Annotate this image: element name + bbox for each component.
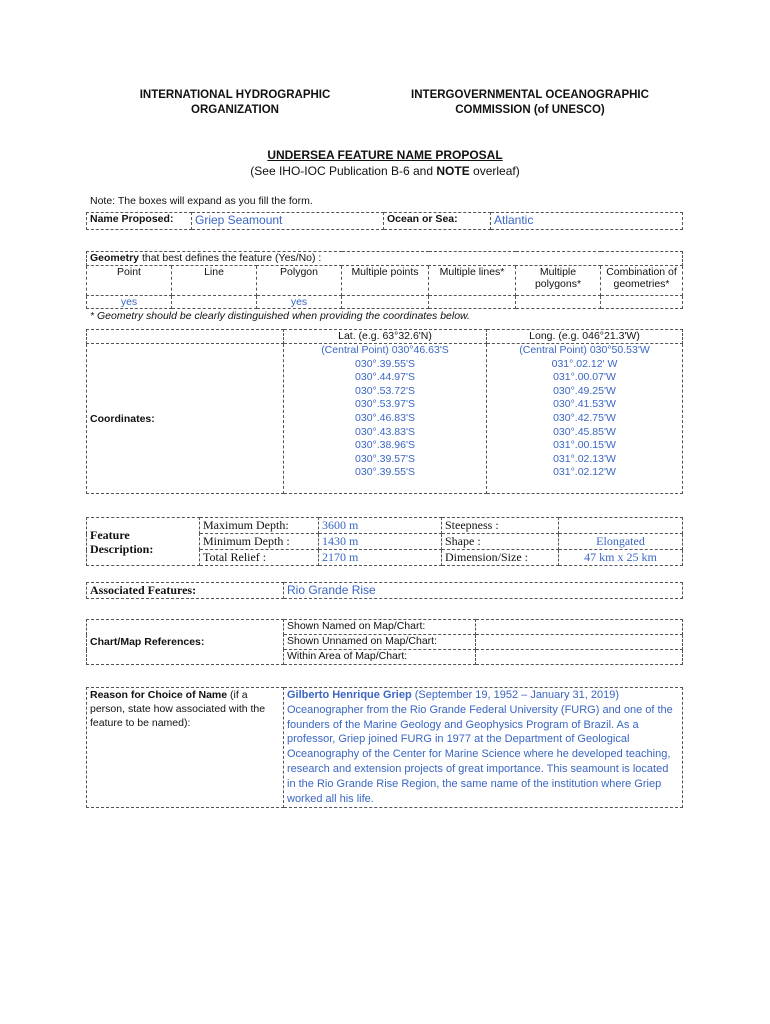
coordinates-label: Coordinates: bbox=[87, 344, 284, 494]
lat-value: 030°.39.55'S bbox=[355, 466, 415, 479]
lat-value: 030°.38.96'S bbox=[355, 439, 415, 452]
shape-label: Shape : bbox=[442, 534, 559, 550]
chart-ref-within-value[interactable] bbox=[476, 650, 683, 665]
geometry-col-multi-lines: Multiple lines* bbox=[429, 266, 516, 296]
relief-value[interactable]: 2170 m bbox=[319, 550, 442, 566]
long-value: 030°.45.85'W bbox=[553, 425, 616, 438]
associated-label: Associated Features: bbox=[87, 583, 284, 599]
chart-ref-within: Within Area of Map/Chart: bbox=[284, 650, 476, 665]
name-label: Name Proposed: bbox=[87, 213, 192, 230]
form-note: Note: The boxes will expand as you fill the form. bbox=[90, 195, 313, 207]
lat-value: 030°.44.97'S bbox=[355, 371, 415, 384]
geometry-col-line: Line bbox=[172, 266, 257, 296]
long-header: Long. (e.g. 046°21.3'W) bbox=[487, 330, 683, 344]
associated-value[interactable]: Rio Grande Rise bbox=[284, 583, 683, 599]
iho-header: INTERNATIONAL HYDROGRAPHIC ORGANIZATION bbox=[139, 89, 331, 116]
chart-ref-unnamed-value[interactable] bbox=[476, 635, 683, 650]
geometry-label: Geometry that best defines the feature (Yes/No) : bbox=[87, 252, 683, 266]
associated-table bbox=[86, 582, 683, 599]
min-depth-label: Minimum Depth : bbox=[200, 534, 319, 550]
lat-value: 030°.53.72'S bbox=[355, 384, 415, 397]
long-value: 030°.41.53'W bbox=[553, 398, 616, 411]
geometry-col-multi-points: Multiple points bbox=[342, 266, 429, 296]
long-value: 031°.02.12' W bbox=[551, 357, 618, 370]
lat-list[interactable] bbox=[284, 344, 487, 494]
lat-value: 030°.46.83'S bbox=[355, 411, 415, 424]
steepness-label: Steepness : bbox=[442, 518, 559, 534]
geometry-table bbox=[86, 251, 683, 309]
chart-refs-label: Chart/Map References: bbox=[87, 620, 284, 665]
ocean-label: Ocean or Sea: bbox=[384, 213, 491, 230]
chart-refs-table bbox=[86, 619, 683, 665]
feature-label: Feature Description: bbox=[87, 518, 200, 566]
coordinates-table bbox=[86, 329, 683, 494]
long-value: 030°.42.75'W bbox=[553, 411, 616, 424]
geometry-val-combination[interactable] bbox=[601, 296, 683, 309]
max-depth-value[interactable]: 3600 m bbox=[319, 518, 442, 534]
feature-table bbox=[86, 517, 683, 566]
geometry-col-combination: Combination of geometries* bbox=[601, 266, 683, 296]
lat-header: Lat. (e.g. 63°32.6'N) bbox=[284, 330, 487, 344]
long-value: 031°.02.13'W bbox=[553, 452, 616, 465]
lat-value: 030°.39.57'S bbox=[355, 452, 415, 465]
lat-value: 030°.43.83'S bbox=[355, 425, 415, 438]
geometry-col-point: Point bbox=[87, 266, 172, 296]
name-value[interactable]: Griep Seamount bbox=[192, 213, 384, 230]
chart-ref-named-value[interactable] bbox=[476, 620, 683, 635]
form-subtitle: (See IHO-IOC Publication B-6 and NOTE overleaf) bbox=[250, 164, 520, 178]
shape-value[interactable]: Elongated bbox=[559, 534, 683, 550]
ocean-value[interactable]: Atlantic bbox=[491, 213, 683, 230]
max-depth-label: Maximum Depth: bbox=[200, 518, 319, 534]
lat-value: 030°.53.97'S bbox=[355, 398, 415, 411]
reason-value[interactable]: Gilberto Henrique Griep (September 19, 1952 – January 31, 2019) Oceanographer from the Rio Grande Federal University (FURG) and one of the founders of the Marine Geology and Geophysics Program of Brazil. As a professor, Griep joined FURG in 1977 at the Department of Geological Oceanography of the Center for Marine Science where he developed teaching, research and extension projects of great importance. This seamount is located in the Rio Grande Rise Region, the same name of the institution where Griep worked all his life. bbox=[284, 688, 683, 808]
reason-label: Reason for Choice of Name (if a person, state how associated with the feature to be named): bbox=[87, 688, 284, 808]
geometry-col-multi-polygons: Multiple polygons* bbox=[516, 266, 601, 296]
long-value: (Central Point) 030°50.53'W bbox=[519, 344, 650, 356]
long-value: 031°.00.07'W bbox=[553, 371, 616, 384]
long-value: 031°.02.12'W bbox=[553, 466, 616, 479]
dimension-label: Dimension/Size : bbox=[442, 550, 559, 566]
geometry-footnote: * Geometry should be clearly distinguished when providing the coordinates below. bbox=[90, 310, 470, 322]
lat-value: (Central Point) 030°46.63'S bbox=[321, 344, 449, 356]
geometry-val-multi-points[interactable] bbox=[342, 296, 429, 309]
form-title: UNDERSEA FEATURE NAME PROPOSAL bbox=[267, 148, 503, 162]
geometry-val-line[interactable] bbox=[172, 296, 257, 309]
chart-ref-named: Shown Named on Map/Chart: bbox=[284, 620, 476, 635]
geometry-val-multi-polygons[interactable] bbox=[516, 296, 601, 309]
ioc-header: INTERGOVERNMENTAL OCEANOGRAPHIC COMMISSION (of UNESCO) bbox=[411, 89, 649, 116]
geometry-val-point[interactable]: yes bbox=[87, 296, 172, 309]
name-table bbox=[86, 212, 683, 230]
long-value: 030°.49.25'W bbox=[553, 384, 616, 397]
geometry-val-multi-lines[interactable] bbox=[429, 296, 516, 309]
geometry-val-polygon[interactable]: yes bbox=[257, 296, 342, 309]
steepness-value[interactable] bbox=[559, 518, 683, 534]
geometry-col-polygon: Polygon bbox=[257, 266, 342, 296]
relief-label: Total Relief : bbox=[200, 550, 319, 566]
long-list[interactable] bbox=[487, 344, 683, 494]
chart-ref-unnamed: Shown Unnamed on Map/Chart: bbox=[284, 635, 476, 650]
min-depth-value[interactable]: 1430 m bbox=[319, 534, 442, 550]
dimension-value[interactable]: 47 km x 25 km bbox=[559, 550, 683, 566]
long-value: 031°.00.15'W bbox=[553, 439, 616, 452]
reason-table bbox=[86, 687, 683, 808]
lat-value: 030°.39.55'S bbox=[355, 357, 415, 370]
